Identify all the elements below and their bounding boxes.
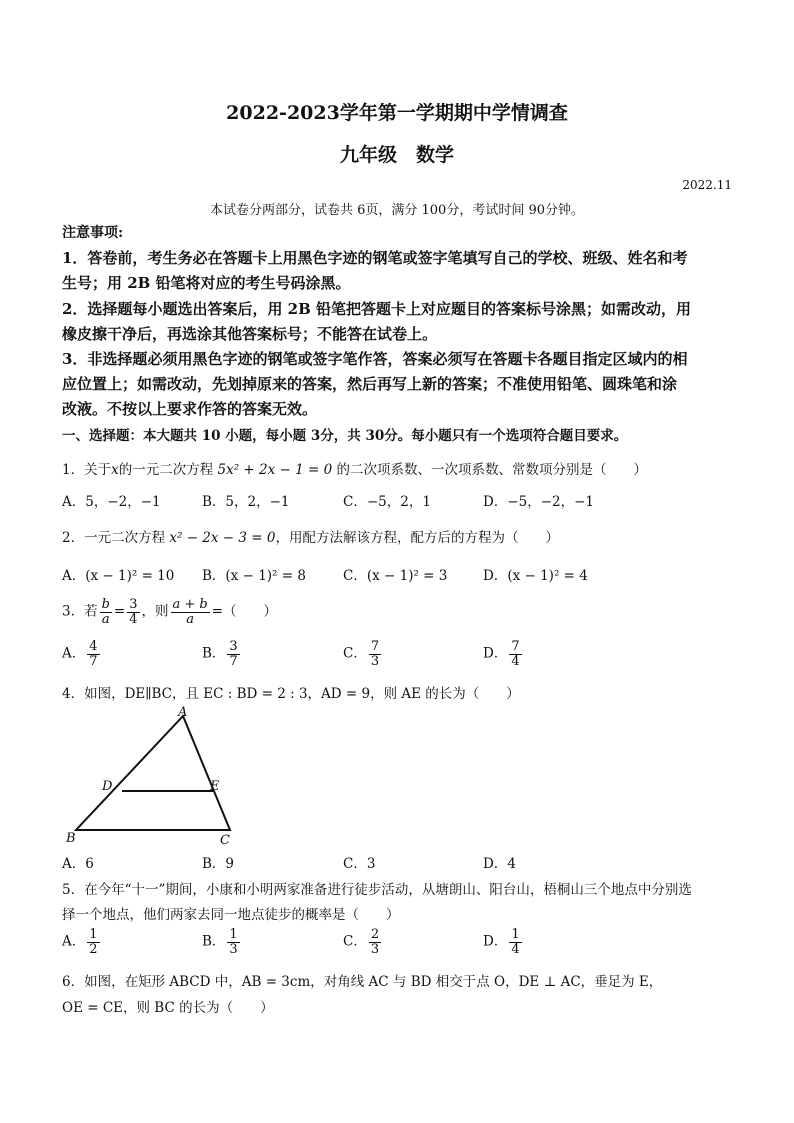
q2-option-d: D．(x − 1)² = 4 [483, 568, 588, 584]
notice-line: 改液。不按以上要求作答的答案无效。 [62, 400, 318, 418]
notice-line: 3．非选择题必须用黑色字迹的钢笔或签字笔作答，答案必须写在答题卡各题目指定区域内的相 [62, 350, 688, 368]
triangle-figure [62, 704, 252, 853]
q4-option-d: D．4 [483, 856, 516, 872]
q3-option-d: D． $\frac{7}{4}$ [483, 639, 520, 669]
notice-line: 生号；用 2B 铅笔将对应的考生号码涂黑。 [62, 274, 351, 292]
label-b: B [66, 831, 76, 846]
question-4: 4．如图，DE∥BC，且 EC : BD = 2 : 3，AD = 9，则 AE 的长为（ ） [62, 686, 520, 702]
exam-date: 2022.11 [682, 178, 732, 192]
q3-option-a: A． $\frac{4}{7}$ [62, 639, 98, 669]
q1-option-a: A．5，−2，−1 [62, 494, 161, 510]
question-5-line2: 择一个地点，他们两家去同一地点徒步的概率是（ ） [62, 907, 400, 923]
q3-option-b: B． $\frac{3}{7}$ [202, 639, 238, 669]
q2-option-b: B．(x − 1)² = 8 [202, 568, 306, 584]
q1-option-d: D．−5，−2，−1 [483, 494, 595, 510]
notice-line: 1．答卷前，考生务必在答题卡上用黑色字迹的钢笔或签字笔填写自己的学校、班级、姓名和考 [62, 249, 688, 267]
label-c: C [220, 833, 230, 848]
q2-option-c: C．(x − 1)² = 3 [343, 568, 448, 584]
q5-option-c: C． $\frac{2}{3}$ [343, 927, 380, 957]
q1-mid: 的一元二次方程 [118, 462, 214, 478]
exam-intro: 本试卷分两部分，试卷共 6页，满分 100分，考试时间 90分钟。 [209, 203, 585, 218]
exam-subtitle: 九年级 数学 [339, 144, 454, 166]
section-heading: 一、选择题：本大题共 10 小题，每小题 3分，共 30分。每小题只有一个选项符合题目要求。 [62, 428, 628, 444]
notice-line: 橡皮擦干净后，再选涂其他答案标号；不能答在试卷上。 [62, 325, 438, 343]
q2-prefix: 2．一元二次方程 [62, 530, 166, 546]
q3-suffix: =（ ） [211, 603, 278, 620]
q2-equation: x² − 2x − 3 = 0 [169, 530, 276, 546]
q2-suffix: ，用配方法解该方程，配方后的方程为（ ） [275, 530, 559, 546]
q1-var: x [111, 462, 119, 478]
question-3: 3．若 $\frac{b}{a}$ = $\frac{3}{4}$ ，则 $\frac{a + b}{a}$ =（ ） [62, 597, 278, 627]
q1-option-c: C．−5，2，1 [343, 494, 431, 510]
question-2 [62, 526, 559, 546]
q1-equation: 5x² + 2x − 1 = 0 [217, 462, 333, 478]
q3-prefix: 3．若 [62, 603, 98, 620]
q5-option-d: D． $\frac{1}{4}$ [483, 927, 520, 957]
notice-line: 应位置上；如需改动，先划掉原来的答案，然后再写上新的答案；不准使用铅笔、圆珠笔和涂 [62, 375, 678, 393]
label-e: E [210, 779, 220, 794]
q3-then: ，则 [141, 603, 169, 620]
question-1 [62, 458, 647, 478]
label-d: D [102, 779, 113, 794]
question-6-line2: OE = CE，则 BC 的长为（ ） [62, 1000, 274, 1016]
q5-option-a: A． $\frac{1}{2}$ [62, 927, 98, 957]
q1-option-b: B．5，2，−1 [202, 494, 290, 510]
q1-suffix: 的二次项系数、一次项系数、常数项分别是（ ） [336, 462, 647, 478]
q4-option-b: B．9 [202, 856, 235, 872]
question-6-line1: 6．如图，在矩形 ABCD 中，AB = 3cm，对角线 AC 与 BD 相交于点 O，DE ⊥ AC，垂足为 E， [62, 974, 663, 990]
q2-option-a: A．(x − 1)² = 10 [62, 568, 175, 584]
q4-option-c: C．3 [343, 856, 376, 872]
q1-prefix: 1．关于 [62, 462, 112, 478]
label-a: A [178, 705, 188, 720]
exam-title: 2022-2023学年第一学期期中学情调查 [226, 102, 568, 124]
notice-heading: 注意事项: [62, 225, 124, 241]
q4-option-a: A．6 [62, 856, 94, 872]
q3-option-c: C． $\frac{7}{3}$ [343, 639, 380, 669]
question-5-line1: 5．在今年“十一”期间，小康和小明两家准备进行徒步活动，从塘朗山、阳台山，梧桐山三个地点中分别选 [62, 882, 692, 898]
notice-line: 2．选择题每小题选出答案后，用 2B 铅笔把答题卡上对应题目的答案标号涂黑；如需改动，用 [62, 300, 692, 318]
q3-ask-fraction: $\frac{a + b}{a}$ [172, 597, 208, 627]
q5-option-b: B． $\frac{1}{3}$ [202, 927, 238, 957]
q3-given-value: $\frac{3}{4}$ [129, 597, 138, 627]
q3-given-fraction: $\frac{b}{a}$ [101, 597, 110, 627]
